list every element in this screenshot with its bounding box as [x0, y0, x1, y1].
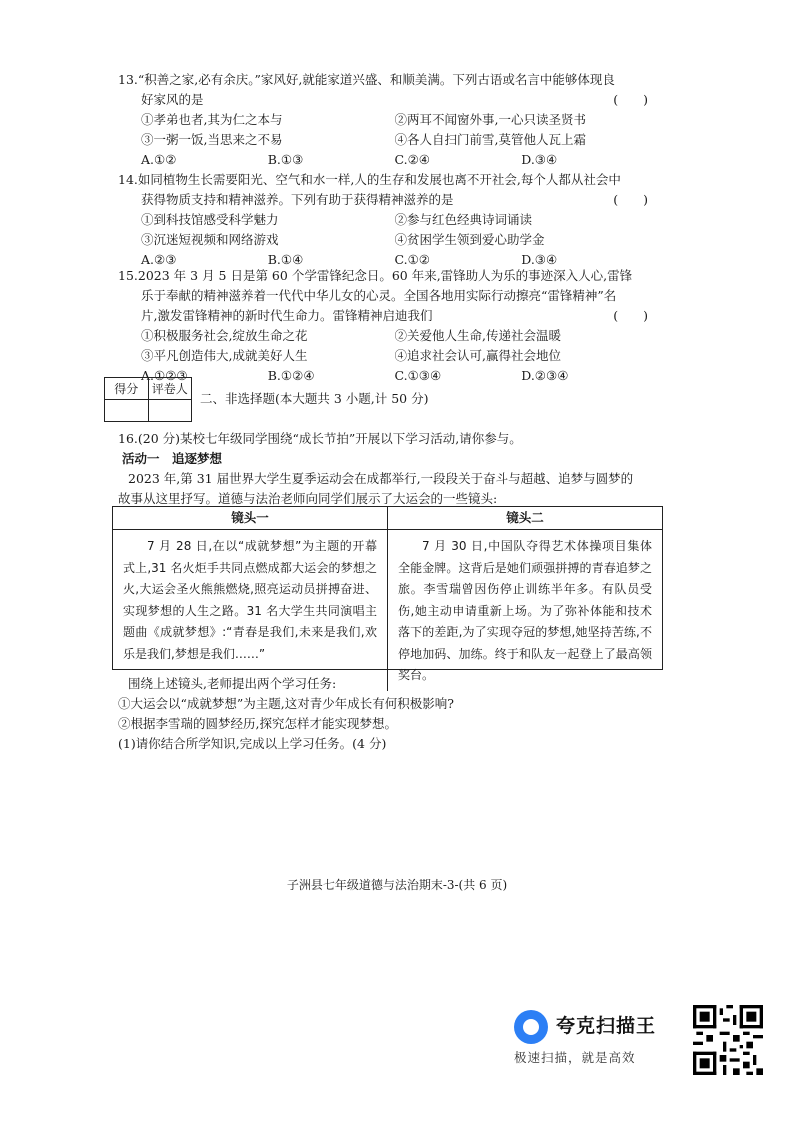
q15-choice-b: B.①②④ [267, 368, 315, 383]
qr-code-icon [693, 1005, 763, 1075]
q15-choice-d: D.②③④ [521, 368, 569, 383]
q15-option-2: ②关爱他人生命,传递社会温暖 [394, 328, 561, 343]
q16-para-line1: 2023 年,第 31 届世界大学生夏季运动会在成都举行,一段段关于奋斗与超越、追梦与圆梦的 [128, 471, 634, 486]
q13-answer-paren: ( ) [613, 92, 648, 107]
scanner-slogan: 极速扫描，就是高效 [514, 1050, 636, 1065]
scanner-logo-icon [514, 1010, 548, 1044]
q15-option-4: ④追求社会认可,赢得社会地位 [394, 348, 561, 363]
score-label: 得分 [105, 378, 149, 400]
question-14 [118, 170, 648, 270]
q15-stem-line3: 片,激发雷锋精神的新时代生命力。雷锋精神启迪我们 [141, 308, 433, 323]
q14-option-4: ④贫困学生领到爱心助学金 [394, 232, 545, 247]
q16-task-1: ①大运会以“成就梦想”为主题,这对青少年成长有何积极影响? [118, 696, 454, 711]
q14-option-1: ①到科技馆感受科学魅力 [141, 212, 279, 227]
lens-2-title: 镜头二 [506, 510, 544, 525]
question-15 [118, 266, 648, 386]
question-13 [118, 70, 648, 170]
q15-option-1: ①积极服务社会,绽放生命之花 [141, 328, 308, 343]
q14-choice-a: A.②③ [141, 252, 177, 267]
q16-task-intro: 围绕上述镜头,老师提出两个学习任务: [128, 676, 337, 691]
q15-choice-c: C.①③④ [394, 368, 442, 383]
page-footer: 子洲县七年级道德与法治期末-3-(共 6 页) [286, 878, 508, 892]
q13-choice-c: C.②④ [394, 152, 431, 167]
q13-option-2: ②两耳不闻窗外事,一心只读圣贤书 [394, 112, 586, 127]
q15-stem-line1: 15.2023 年 3 月 5 日是第 60 个学雷锋纪念日。60 年来,雷锋助人为乐的事迹深入人心,雷锋 [118, 268, 633, 283]
q13-stem-line2: 好家风的是 [141, 92, 204, 107]
q13-choice-b: B.①③ [267, 152, 304, 167]
q13-choice-a: A.①② [141, 152, 177, 167]
section-2-heading: 二、非选择题(本大题共 3 小题,计 50 分) [200, 391, 429, 406]
q14-choice-b: B.①④ [267, 252, 304, 267]
q13-choice-d: D.③④ [521, 152, 558, 167]
q15-answer-paren: ( ) [613, 308, 648, 323]
q14-option-2: ②参与红色经典诗词诵读 [394, 212, 533, 227]
lens-table [112, 506, 663, 682]
grader-label: 评卷人 [148, 378, 192, 400]
scanner-brand-name: 夸克扫描王 [556, 1015, 657, 1037]
lens-1-text: 7 月 28 日,在以“成就梦想”为主题的开幕式上,31 名火炬手共同点燃成都大运会的梦想之火,大运会圣火熊熊燃烧,照亮运动员拼搏奋进、实现梦想的人生之路。31 名大学生共同演唱主题曲《成就梦想》:“青春是我们,未来是我们,欢乐是我们,梦想是我们……” [113, 530, 388, 691]
q16-task-2: ②根据李雪瑞的圆梦经历,探究怎样才能实现梦想。 [118, 716, 397, 731]
q16-sub-question-1: (1)请你结合所学知识,完成以上学习任务。(4 分) [118, 736, 387, 751]
q15-option-3: ③平凡创造伟大,成就美好人生 [141, 348, 308, 363]
grader-cell[interactable] [148, 400, 192, 422]
q16-tasks [118, 674, 648, 754]
q13-option-1: ①孝弟也者,其为仁之本与 [141, 112, 283, 127]
lens-2-text: 7 月 30 日,中国队夺得艺术体操项目集体全能金牌。这背后是她们顽强拼搏的青春追梦之旅。李雪瑞曾因伤停止训练半年多。有队员受伤,她主动申请重新上场。为了弥补体能和技术落下的差距,为了实现夺冠的梦想,她坚持苦练,不停地加码、加练。终于和队友一起登上了最高领奖台。 [398, 539, 652, 682]
q14-option-3: ③沉迷短视频和网络游戏 [141, 232, 279, 247]
q16-intro: 16.(20 分)某校七年级同学围绕“成长节拍”开展以下学习活动,请你参与。 [118, 431, 522, 446]
question-16 [118, 429, 648, 509]
score-box [104, 377, 192, 422]
scanner-watermark [514, 1008, 694, 1068]
q13-option-3: ③一粥一饭,当思来之不易 [141, 132, 283, 147]
q14-choice-d: D.③④ [521, 252, 558, 267]
q14-stem-line1: 14.如同植物生长需要阳光、空气和水一样,人的生存和发展也离不开社会,每个人都从社会中 [118, 172, 621, 187]
q14-answer-paren: ( ) [613, 192, 648, 207]
q13-option-4: ④各人自扫门前雪,莫管他人瓦上霜 [394, 132, 586, 147]
q16-activity-title: 活动一 追逐梦想 [122, 451, 223, 466]
q15-choice-a: A.①②③ [141, 368, 188, 383]
q14-stem-line2: 获得物质支持和精神滋养。下列有助于获得精神滋养的是 [141, 192, 454, 207]
lens-1-title: 镜头一 [113, 507, 388, 529]
q15-stem-line2: 乐于奉献的精神滋养着一代代中华儿女的心灵。全国各地用实际行动擦亮“雷锋精神”名 [141, 288, 617, 303]
score-cell[interactable] [105, 400, 149, 422]
q14-choice-c: C.①② [394, 252, 431, 267]
q13-stem-line1: 13.“积善之家,必有余庆。”家风好,就能家道兴盛、和顺美满。下列古语或名言中能够体现良 [118, 72, 615, 87]
q16-para-line2: 故事从这里抒写。道德与法治老师向同学们展示了大运会的一些镜头: [118, 491, 498, 506]
